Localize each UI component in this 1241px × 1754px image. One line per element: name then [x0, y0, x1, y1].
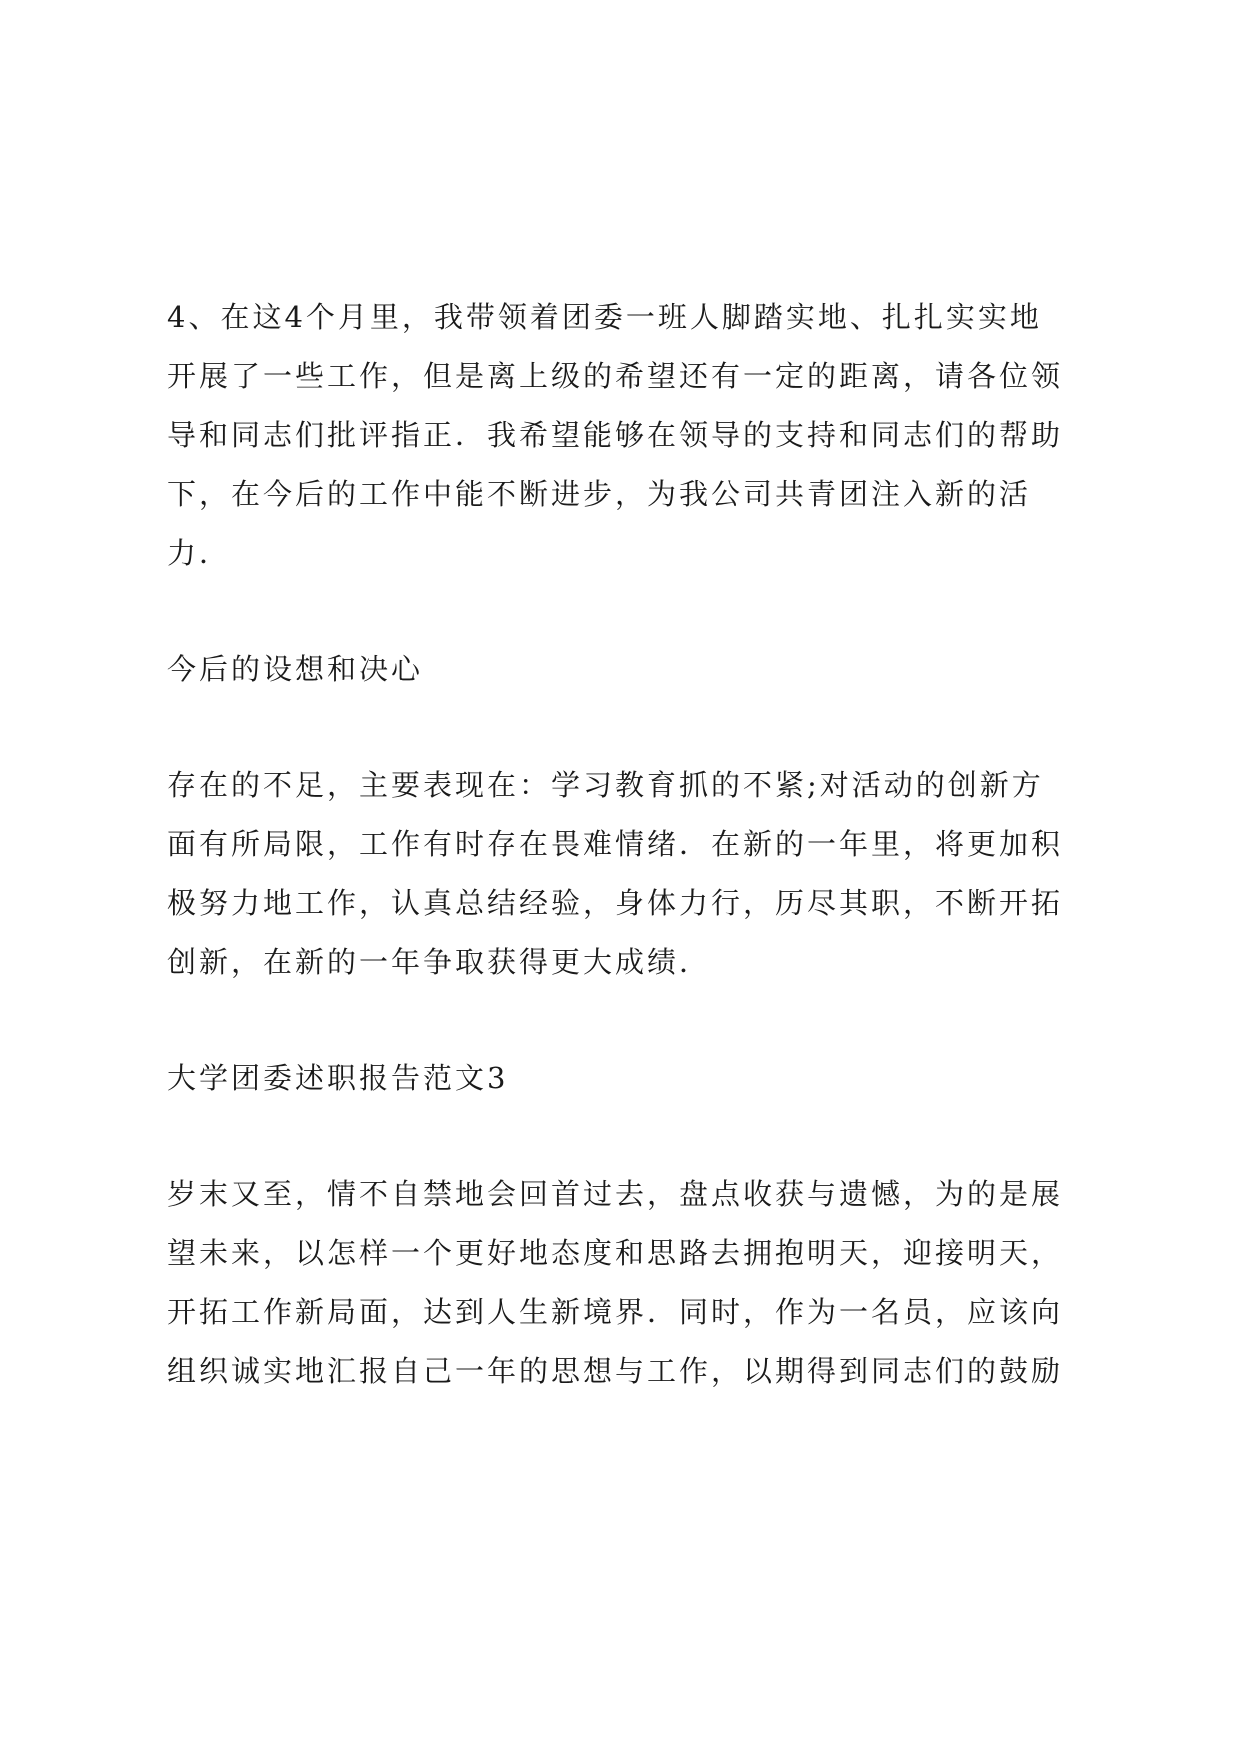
- paragraph-shortcomings: [167, 756, 1087, 992]
- text-line: 下，在今后的工作中能不断进步，为我公司共青团注入新的活: [167, 477, 1032, 511]
- text-line: 创新，在新的一年争取获得更大成绩．: [167, 945, 712, 979]
- text-line: 望未来，以怎样一个更好地态度和思路去拥抱明天，迎接明天，: [167, 1236, 1064, 1270]
- text-line: 岁末又至，情不自禁地会回首过去，盘点收获与遗憾，为的是展: [167, 1177, 1064, 1211]
- text-line: 面有所局限，工作有时存在畏难情绪．在新的一年里，将更加积: [167, 827, 1064, 861]
- document-body: [167, 288, 1087, 1401]
- paragraph-spacer: [167, 583, 1087, 640]
- text-line: 4、在这4个月里，我带领着团委一班人脚踏实地、扎扎实实地: [167, 300, 1042, 334]
- text-line: 开拓工作新局面，达到人生新境界．同时，作为一名员，应该向: [167, 1295, 1064, 1329]
- paragraph-spacer: [167, 1108, 1087, 1165]
- heading-text: 大学团委述职报告范文3: [167, 1061, 509, 1095]
- text-line: 组织诚实地汇报自己一年的思想与工作，以期得到同志们的鼓励: [167, 1354, 1064, 1388]
- heading-text: 今后的设想和决心: [167, 652, 424, 686]
- text-line: 存在的不足，主要表现在：学习教育抓的不紧;对活动的创新方: [167, 768, 1044, 802]
- section-heading-plans: [167, 640, 1087, 699]
- text-line: 极努力地工作，认真总结经验，身体力行，历尽其职，不断开拓: [167, 886, 1064, 920]
- paragraph-year-end: [167, 1165, 1087, 1401]
- text-line: 力．: [167, 536, 232, 570]
- text-line: 开展了一些工作，但是离上级的希望还有一定的距离，请各位领: [167, 359, 1064, 393]
- section-heading-sample-3: [167, 1049, 1087, 1108]
- paragraph-spacer: [167, 992, 1087, 1049]
- text-line: 导和同志们批评指正．我希望能够在领导的支持和同志们的帮助: [167, 418, 1064, 452]
- paragraph-spacer: [167, 699, 1087, 756]
- paragraph-work-summary: [167, 288, 1087, 583]
